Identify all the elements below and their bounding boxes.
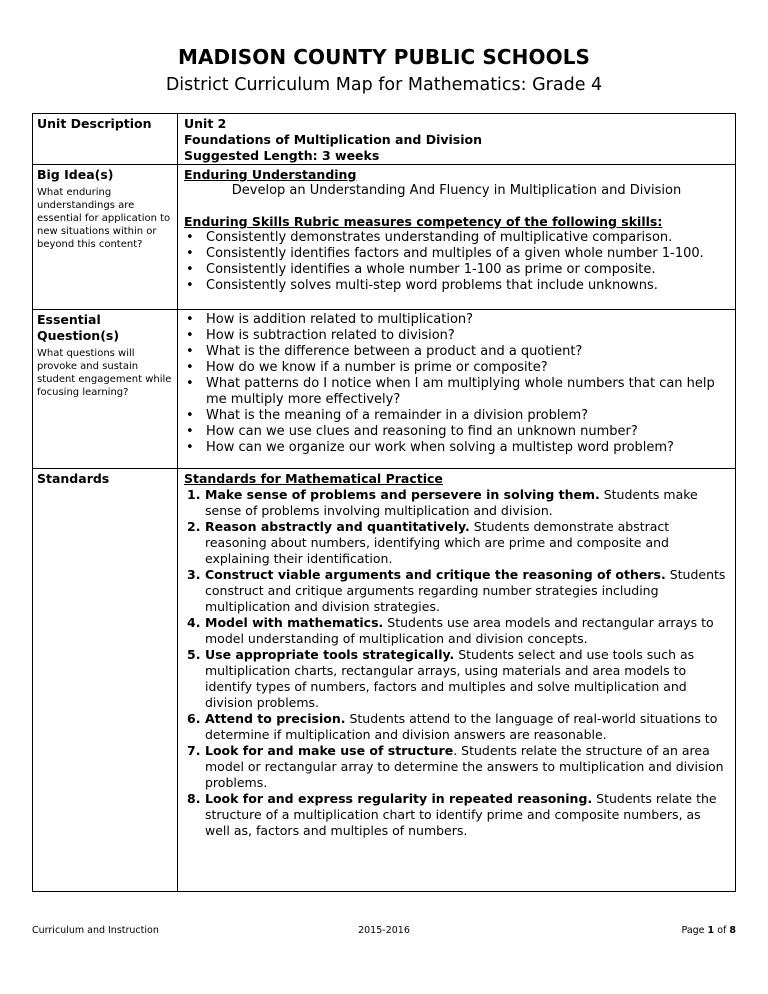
unit-title: Foundations of Multiplication and Division — [184, 132, 482, 147]
footer-department: Curriculum and Instruction — [32, 925, 159, 936]
list-item: 7. Look for and make use of structure. Students relate the structure of an area model or rectangular array to determine the answers to multiplication and division problems. — [187, 743, 724, 790]
enduring-understanding-heading: Enduring Understanding — [184, 167, 357, 182]
unit-length: Suggested Length: 3 weeks — [184, 148, 380, 163]
list-item: 6. Attend to precision. Students attend to the language of real-world situations to determine if multiplication and division answers are reasonable. — [187, 711, 718, 742]
footer-school-year: 2015-2016 — [358, 925, 410, 936]
list-item: • How do we know if a number is prime or composite? — [184, 360, 729, 376]
list-item: 3. Construct viable arguments and critique the reasoning of others. Students construct and critique arguments regarding number strategies including multiplication and division strategies. — [187, 567, 726, 614]
list-item: • What is the meaning of a remainder in a division problem? — [184, 408, 729, 424]
list-item: • Consistently solves multi-step word problems that include unknowns. — [184, 278, 729, 294]
skills-list — [184, 230, 729, 294]
standards-label: Standards — [37, 471, 110, 486]
standards-row — [33, 469, 736, 892]
document-title: MADISON COUNTY PUBLIC SCHOOLS — [177, 45, 591, 69]
list-item: 2. Reason abstractly and quantitatively. Students demonstrate abstract reasoning about numbers, identifying which are prime and composite and explaining their identification. — [187, 519, 670, 566]
essential-questions-row — [33, 310, 736, 469]
unit-description-label: Unit Description — [37, 116, 152, 131]
list-item: 8. Look for and express regularity in repeated reasoning. Students relate the structure of a multiplication chart to identify prime and composite numbers, as well as, factors and multiples of numbers. — [187, 791, 717, 838]
document-subtitle: District Curriculum Map for Mathematics: Grade 4 — [165, 75, 603, 95]
big-idea-prompt: What enduring understandings are essential for application to new situations within or beyond this content? — [37, 187, 171, 250]
footer-page-number: Page 1 of 8 — [681, 925, 736, 936]
list-item: • How is subtraction related to division? — [184, 328, 729, 344]
enduring-understanding-text: Develop an Understanding And Fluency in Multiplication and Division — [231, 183, 682, 198]
essential-questions-label: Essential Question(s) — [37, 312, 120, 343]
list-item: • What patterns do I notice when I am multiplying whole numbers that can help me multiply more effectively? — [184, 376, 729, 408]
list-item: • How can we use clues and reasoning to find an unknown number? — [184, 424, 729, 440]
list-item: • Consistently identifies a whole number 1-100 as prime or composite. — [184, 262, 729, 278]
essential-questions-list — [184, 312, 729, 456]
list-item: • Consistently demonstrates understanding of multiplicative comparison. — [184, 230, 729, 246]
practice-standards-list — [184, 487, 729, 839]
curriculum-table — [32, 113, 736, 892]
list-item: • What is the difference between a product and a quotient? — [184, 344, 729, 360]
list-item: 1. Make sense of problems and persevere in solving them. Students make sense of problems involving multiplication and division. — [187, 487, 698, 518]
unit-row — [33, 114, 736, 165]
practice-standards-heading: Standards for Mathematical Practice — [184, 471, 443, 486]
unit-number: Unit 2 — [184, 116, 227, 131]
list-item: • How is addition related to multiplication? — [184, 312, 729, 328]
skills-rubric-heading: Enduring Skills Rubric measures competency of the following skills: — [184, 214, 663, 229]
big-idea-row — [33, 165, 736, 310]
list-item: 5. Use appropriate tools strategically. Students select and use tools such as multiplication charts, rectangular arrays, using materials and area models to identify types of numbers, factors and multiples and solve multiplication and division problems. — [187, 647, 695, 710]
list-item: • How can we organize our work when solving a multistep word problem? — [184, 440, 729, 456]
big-idea-label: Big Idea(s) — [37, 167, 114, 182]
list-item: 4. Model with mathematics. Students use area models and rectangular arrays to model understanding of multiplication and division concepts. — [187, 615, 714, 646]
list-item: • Consistently identifies factors and multiples of a given whole number 1-100. — [184, 246, 729, 262]
essential-questions-prompt: What questions will provoke and sustain student engagement while focusing learning? — [37, 348, 172, 398]
